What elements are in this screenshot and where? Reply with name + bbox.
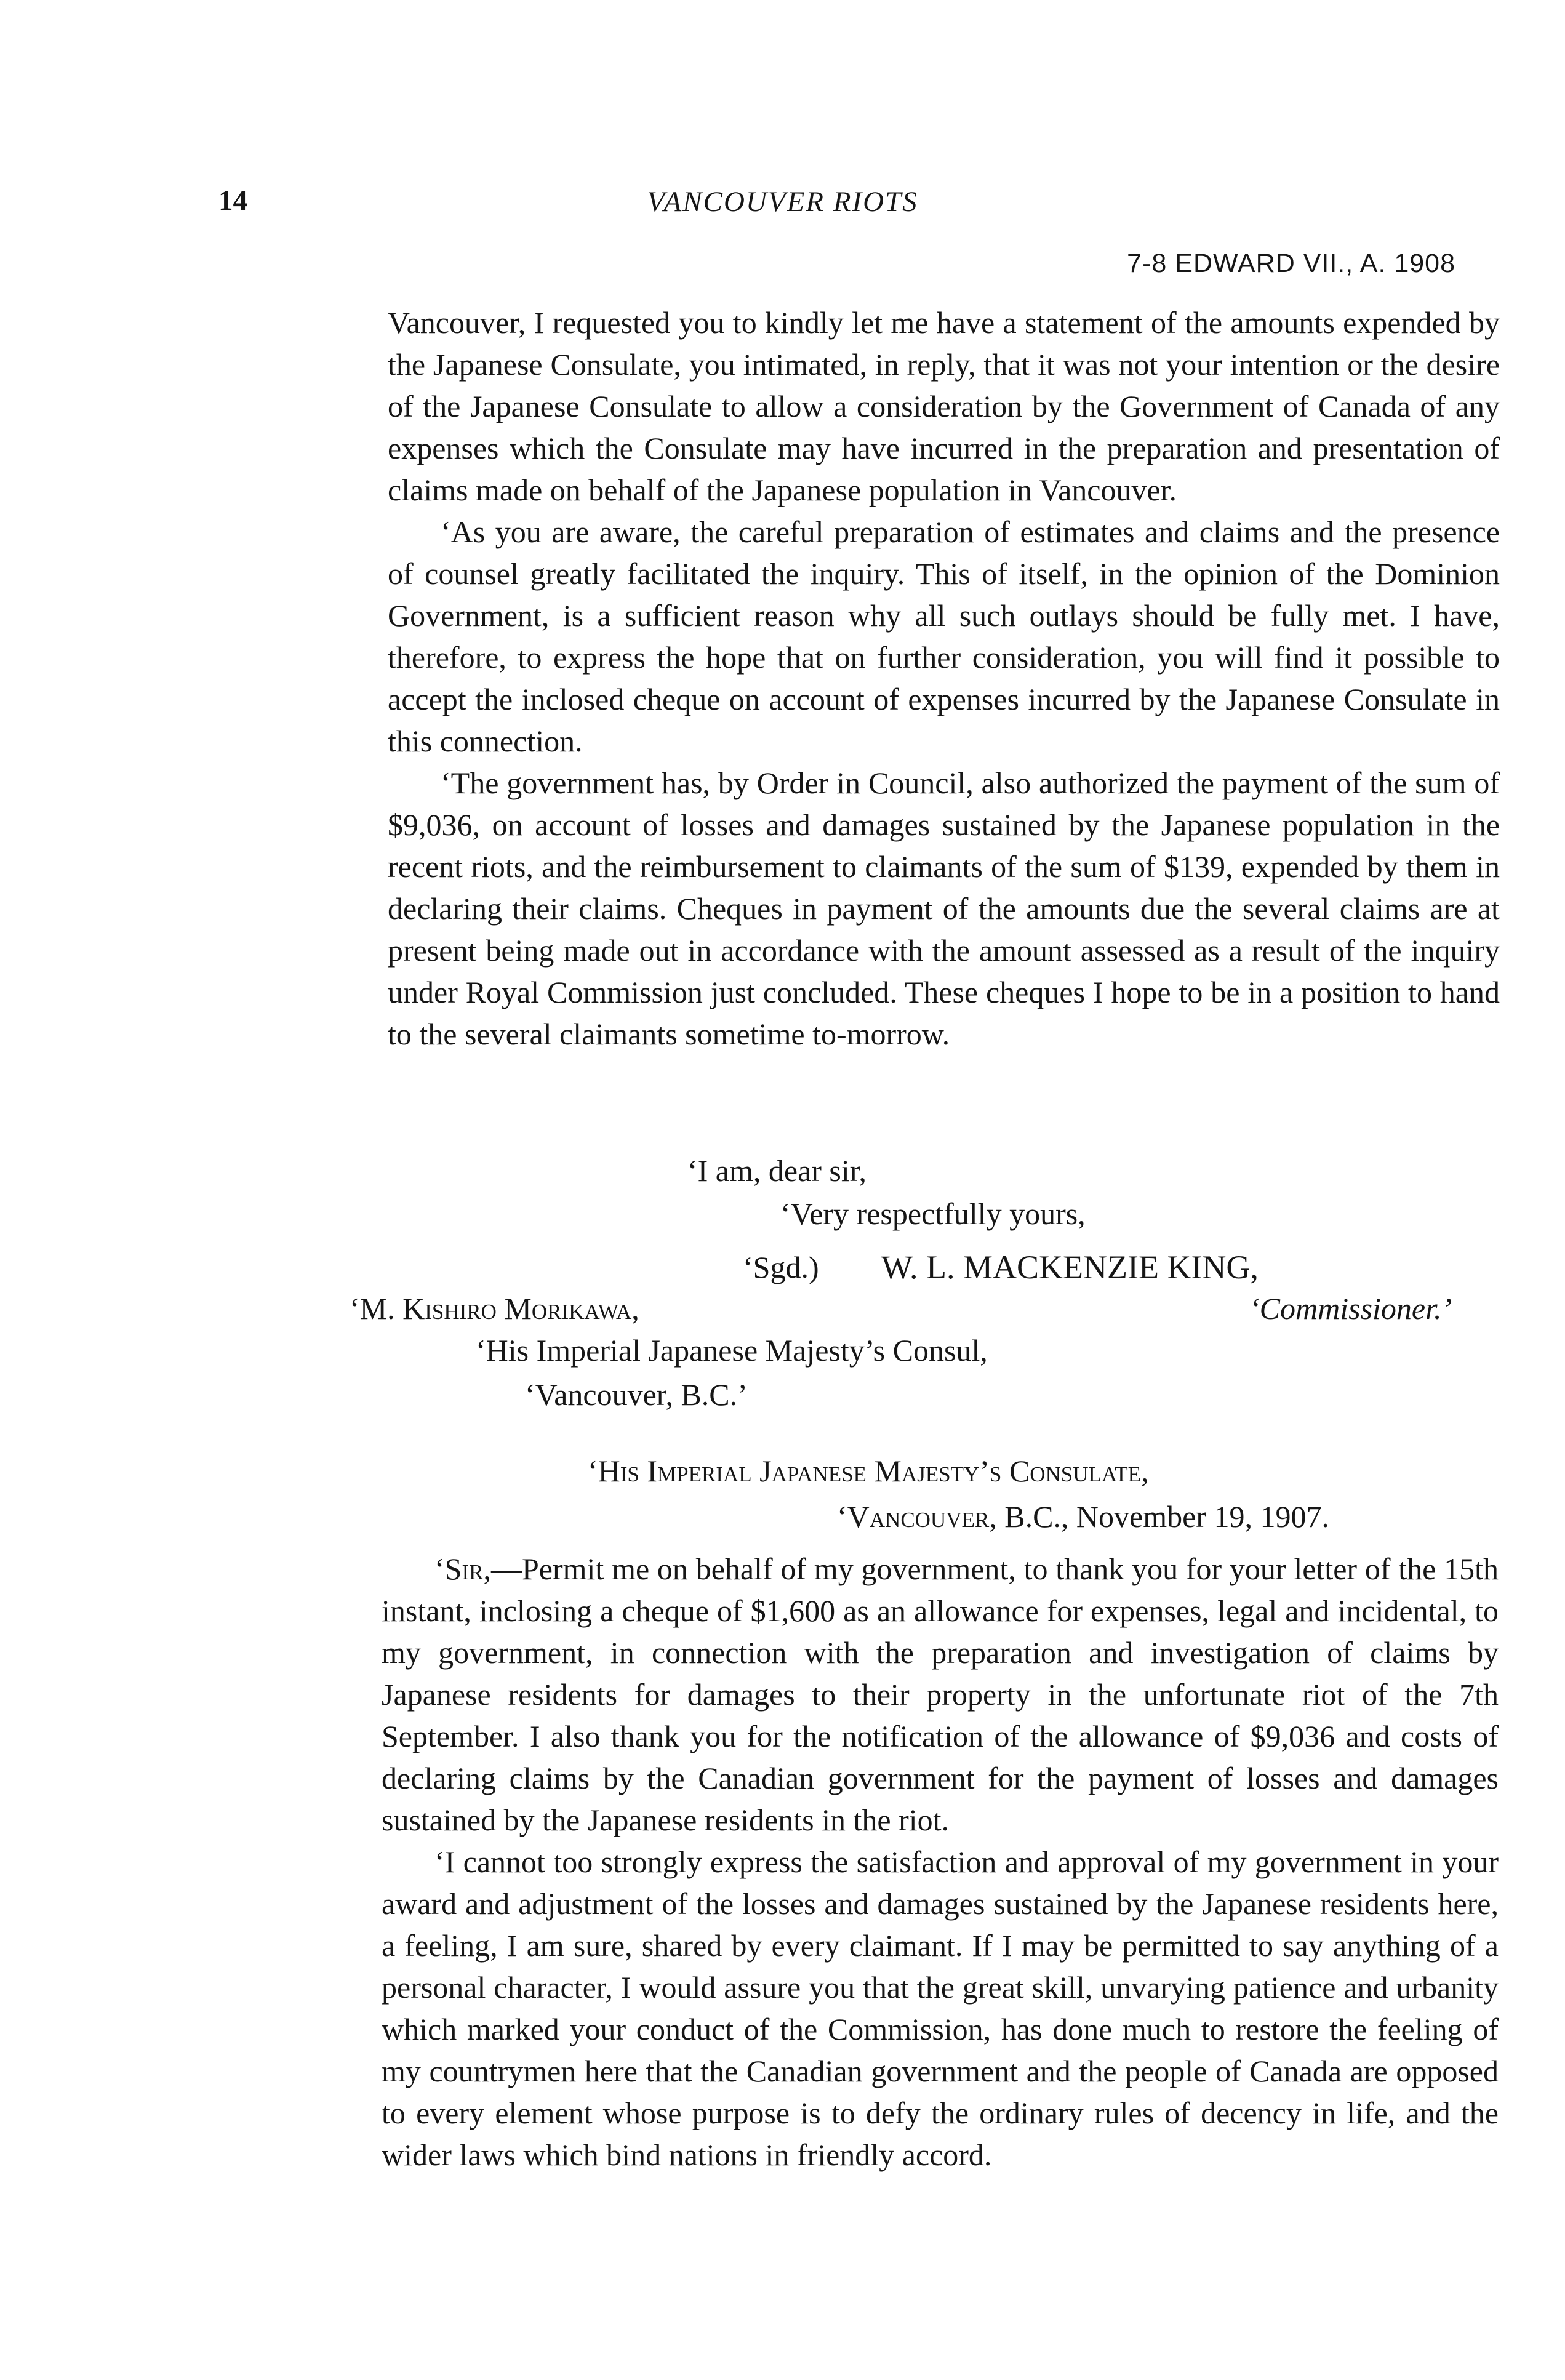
letter1-signatory: W. L. MACKENZIE KING,	[881, 1249, 1259, 1286]
letter2-heading-text: His Imperial Japanese Majesty’s Consulate,	[598, 1454, 1149, 1488]
letter2-place: Vancouver	[847, 1499, 990, 1534]
letter1-signatory-title: ‘Commissioner.’	[1249, 1291, 1452, 1326]
letter2-date: , B.C., November 19, 1907.	[989, 1499, 1329, 1534]
letter1-addressee-name	[350, 1288, 639, 1329]
page-number: 14	[218, 185, 247, 217]
letter1-body	[388, 302, 1500, 1055]
letter2-paragraph-1: ‘Sir,—Permit me on behalf of my government, to thank you for your letter of the 15th instant, inclosing a cheque of $1,600 as an allowance for expenses, legal and incidental, to my government, in connection with the preparation and investigation of claims by Japanese residents for damages to their property in the unfortunate riot of the 7th September. I also thank you for the notification of the allowance of $9,036 and costs of declaring claims by the Canadian government for the payment of losses and damages sustained by the Japanese residents in the riot.	[382, 1552, 1499, 1837]
letter1-addressee-title: ‘His Imperial Japanese Majesty’s Consul,	[476, 1333, 988, 1368]
letter1-addressee-place: ‘Vancouver, B.C.’	[525, 1377, 748, 1412]
letter1-paragraph-1: Vancouver, I requested you to kindly let me have a statement of the amounts expended by the Japanese Consulate, you intimated, in reply, that it was not your intention or the desire of the Japanese Consulate to allow a consideration by the Government of Canada of any expenses which the Consulate may have incurred in the preparation and presentation of claims made on behalf of the Japanese population in Vancouver.	[388, 305, 1500, 507]
letter2-heading-quote: ‘	[588, 1454, 598, 1488]
letter2-heading	[588, 1450, 1149, 1492]
letter2-dateline-quote: ‘	[837, 1499, 847, 1534]
session-label: 7-8 EDWARD VII., A. 1908	[1127, 249, 1455, 278]
letter1-paragraph-2: ‘As you are aware, the careful preparation of estimates and claims and the presence of counsel greatly facilitated the inquiry. This of itself, in the opinion of the Dominion Government, is a sufficient reason why all such outlays should be fully met. I have, therefore, to express the hope that on further consideration, you will find it possible to accept the inclosed cheque on account of expenses incurred by the Japanese Consulate in this connection.	[388, 515, 1500, 758]
letter2-dateline	[837, 1496, 1329, 1537]
letter2-paragraph-2: ‘I cannot too strongly express the satisfaction and approval of my government in your award and adjustment of the losses and damages sustained by the Japanese residents here, a feeling, I am sure, shared by every claimant. If I may be permitted to say anything of a personal character, I would assure you that the great skill, unvarying patience and urbanity which marked your conduct of the Commission, has done much to restore the feeling of my countrymen here that the Canadian government and the people of Canada are opposed to every element whose purpose is to defy the ordinary rules of decency in life, and the wider laws which bind nations in friendly accord.	[382, 1845, 1499, 2172]
letter1-paragraph-3: ‘The government has, by Order in Council, also authorized the payment of the sum of $9,036, on account of losses and damages sustained by the Japanese population in the recent riots, and the reimbursement to claimants of the sum of $139, expended by them in declaring their claims. Cheques in payment of the amounts due the several claims are at present being made out in accordance with the amount assessed as a result of the inquiry under Royal Commission just concluded. These cheques I hope to be in a position to hand to the several claimants sometime to-morrow.	[388, 766, 1500, 1051]
letter1-sgd: ‘Sgd.)	[743, 1250, 819, 1284]
addressee-prefix: ‘M.	[350, 1291, 403, 1326]
letter1-closing: ‘I am, dear sir,	[687, 1153, 867, 1188]
letter2-body	[382, 1548, 1499, 2176]
letter1-closing-2: ‘Very respectfully yours,	[780, 1196, 1086, 1231]
running-title: VANCOUVER RIOTS	[647, 186, 918, 218]
addressee-name: Kishiro Morikawa,	[402, 1291, 639, 1326]
